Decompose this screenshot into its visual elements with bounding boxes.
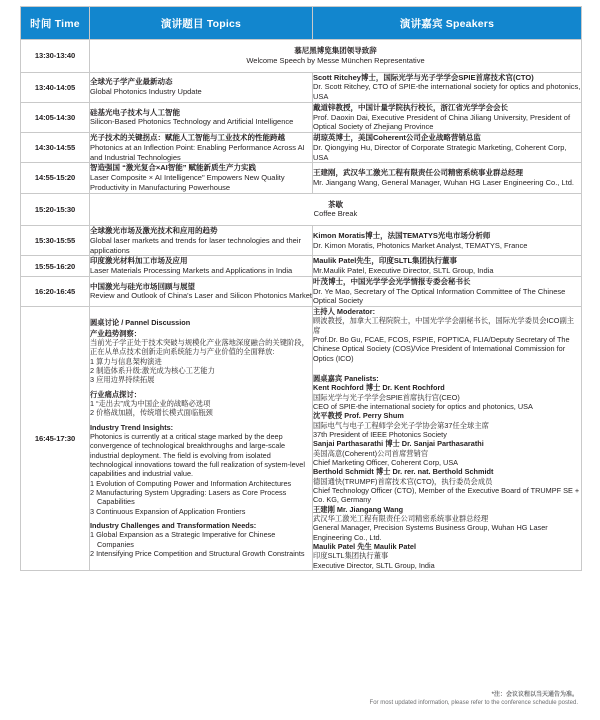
cell-topic	[90, 226, 313, 256]
topic-zh: 全球激光市场及激光技术和应用的趋势	[90, 226, 218, 235]
speaker-en: Dr. Scott Ritchey, CTO of SPIE-the international society for optics and photonics, USA	[313, 82, 581, 101]
panel-trends-zh	[90, 329, 312, 385]
footer-note-zh: *注：会议议程以当天通告为准。	[491, 692, 578, 698]
cell-time: 14:55-15:20	[21, 163, 90, 193]
panelist-name: 沈平教授 Prof. Perry Shum	[313, 411, 404, 421]
panel-challenges-en-heading: Industry Challenges and Transformation Needs:	[90, 521, 257, 531]
cell-time: 14:05-14:30	[21, 102, 90, 132]
panel-trends-en-item: 2 Manufacturing System Upgrading: Lasers as Core Process Capabilities	[90, 488, 287, 507]
table-body	[21, 40, 582, 571]
cell-time: 15:30-15:55	[21, 226, 90, 256]
session-title-zh: 茶歇	[328, 199, 343, 209]
topic-zh: 智造强国 “激光复合×AI智能” 赋能新质生产力实践	[90, 163, 257, 173]
panel-painpoints-zh-item: 2 价格战加剧，传统增长模式面临瓶颈	[90, 408, 213, 418]
table-row	[21, 163, 582, 193]
panelist-name: 王建刚 Mr. Jiangang Wang	[313, 504, 404, 514]
panel-trends-en-item: 1 Evolution of Computing Power and Information Architectures	[90, 478, 292, 488]
panel-trends-en-heading: Industry Trend Insights:	[90, 422, 174, 432]
cell-topic	[90, 133, 313, 163]
table-row-panel-discussion	[21, 307, 582, 571]
panel-trends-zh-item: 3 应用边界持续拓展	[90, 375, 155, 385]
cell-panel-speakers	[313, 307, 582, 571]
panelist-title-en: General Manager, Precision Systems Business Group, Wuhan HG Laser Engineering Co., Ltd.	[313, 523, 548, 542]
panel-painpoints-zh-item: 1 “走出去”成为中国企业的战略必选项	[90, 399, 211, 409]
speaker-zh: 王建刚，武汉华工激光工程有限责任公司精密系统事业群总经理	[313, 168, 523, 178]
panel-trends-zh-heading: 产业趋势洞察：	[90, 328, 142, 338]
table-row	[21, 40, 582, 73]
panel-moderator	[313, 307, 581, 363]
cell-speaker	[313, 276, 582, 306]
panel-trends-en-para: Photonics is currently at a critical stage marked by the deep convergence of technological breakthroughs and large-scale industrial deployment. The field is evolving from isolated technological innovations toward the full realization of system-level capabilities and industrial value.	[90, 432, 305, 479]
cell-time: 16:20-16:45	[21, 276, 90, 306]
footer-note-en: For most updated information, please refer to the conference schedule posted.	[369, 700, 578, 706]
topic-en: Global Photonics Industry Update	[90, 87, 202, 97]
topic-zh: 中国激光与硅光市场回顾与展望	[90, 281, 195, 291]
cell-topic	[90, 102, 313, 132]
panelist-title-zh: 美国高意(Coherent)公司首席营销官	[313, 448, 429, 458]
topic-en: Laser Materials Processing Markets and Applications in India	[90, 266, 293, 275]
panelist-title-en: Chief Technology Officer (CTO), Member of the Executive Board of TRUMPF SE + Co. KG, Germany	[313, 485, 580, 505]
cell-time: 15:20-15:30	[21, 193, 90, 226]
speaker-en: Mr. Jiangang Wang, General Manager, Wuhan HG Laser Engineering Co., Ltd.	[313, 177, 574, 187]
panel-challenges-en-item: 1 Global Expansion as a Strategic Imperative for Chinese Companies	[90, 530, 276, 549]
speaker-zh: Scott Ritchey博士，国际光学与光子学学会SPIE首席技术官(CTO)	[313, 72, 534, 82]
table-row	[21, 256, 582, 277]
topic-en: Photonics at an Inflection Point: Enabling Performance Across AI and Industrial Technologies	[90, 142, 305, 162]
speaker-zh: Maulik Patel先生，印度SLTL集团执行董事	[313, 256, 458, 266]
speaker-zh: 叶茂博士，中国光学学会光学情报专委会秘书长	[313, 276, 471, 286]
panel-trends-zh-item: 2 制造体系升级:激光成为核心工艺能力	[90, 366, 215, 376]
topic-en: Review and Outlook of China's Laser and Silicon Photonics Market	[90, 291, 312, 301]
cell-time: 14:30-14:55	[21, 133, 90, 163]
speaker-zh: Kimon Moratis博士，法国TEMATYS光电市场分析师	[313, 230, 491, 240]
cell-session-title	[90, 40, 582, 73]
table-row	[21, 133, 582, 163]
panel-trends-zh-item: 1 算力与信息架构演进	[90, 356, 162, 366]
panel-painpoints-zh-heading: 行业痛点探讨：	[90, 389, 142, 399]
cell-speaker	[313, 72, 582, 102]
topic-zh: 光子技术的关键拐点：赋能人工智能与工业技术的性能跨越	[90, 133, 285, 142]
panelist-title-en: Chief Marketing Officer, Coherent Corp, USA	[313, 457, 459, 467]
panelist-title-zh: 德国通快(TRUMPF)首席技术官(CTO)，执行委员会成员	[313, 476, 493, 486]
panel-painpoints-zh	[90, 390, 312, 418]
table-row	[21, 102, 582, 132]
cell-speaker	[313, 133, 582, 163]
cell-topic	[90, 72, 313, 102]
panel-panelists-heading: 圆桌嘉宾 Panelists:	[313, 373, 379, 383]
panelist-title-en: 37th President of IEEE Photonics Society	[313, 429, 447, 439]
panelist-title-zh: 国际光学与光子学学会SPIE首席执行官(CEO)	[313, 392, 460, 402]
session-title-en: Welcome Speech by Messe München Representative	[246, 55, 425, 65]
panelist-name: Maulik Patel 先生 Maulik Patel	[313, 541, 416, 551]
footer-note	[370, 689, 578, 706]
panelist-title-zh: 国际电气与电子工程师学会光子学协会第37任全球主席	[313, 420, 489, 430]
cell-speaker	[313, 226, 582, 256]
table-row	[21, 226, 582, 256]
speaker-en: Dr. Ye Mao, Secretary of The Optical Information Committee of The Chinese Optical Society	[313, 286, 566, 306]
speaker-en: Dr. Kimon Moratis, Photonics Market Analyst, TEMATYS, France	[313, 240, 528, 250]
topic-en: Laser Composite × AI Intelligence" Empowers New Quality Productivity in Manufacturing Powerhouse	[90, 173, 285, 192]
topic-zh: 全球光子学产业最新动态	[90, 77, 173, 87]
table-row	[21, 193, 582, 226]
panelist-name: Kent Rochford 博士 Dr. Kent Rochford	[313, 383, 445, 393]
column-header-time: 时间 Time	[21, 7, 90, 40]
cell-topic	[90, 163, 313, 193]
topic-en: Silicon-Based Photonics Technology and Artificial Intelligence	[90, 117, 294, 127]
table-row	[21, 72, 582, 102]
cell-speaker	[313, 163, 582, 193]
cell-session-title	[90, 193, 582, 226]
cell-time: 13:30-13:40	[21, 40, 90, 73]
topic-zh: 硅基光电子技术与人工智能	[90, 107, 180, 117]
column-header-speakers: 演讲嘉宾 Speakers	[313, 7, 582, 40]
column-header-topics: 演讲题目 Topics	[90, 7, 313, 40]
topic-zh: 印度激光材料加工市场及应用	[90, 256, 188, 266]
panel-moderator-zh: 顾波教授，加拿大工程院院士，中国光学学会副秘书长，国际光学委员会ICO副主席	[313, 316, 575, 335]
panel-moderator-heading: 主持人 Moderator:	[313, 307, 376, 316]
session-title-zh: 慕尼黑博览集团领导致辞	[294, 46, 377, 55]
speaker-zh: 戴道锌教授，中国计量学院执行校长，浙江省光学学会会长	[313, 102, 508, 112]
panel-challenges-en	[90, 521, 312, 558]
speaker-en: Prof. Daoxin Dai, Executive President of China Jiliang University, President of Optical Society of Zhejiang Province	[313, 112, 571, 132]
speaker-en: Dr. Qiongying Hu, Director of Corporate Strategic Marketing, Coherent Corp, USA	[313, 142, 567, 162]
panelist-name: Sanjai Parthasarathi 博士 Dr. Sanjai Parthasarathi	[313, 439, 484, 449]
panel-panelists	[313, 374, 581, 570]
cell-time: 15:55-16:20	[21, 256, 90, 277]
cell-speaker	[313, 256, 582, 277]
session-title-en: Coffee Break	[313, 209, 358, 219]
cell-panel-topics	[90, 307, 313, 571]
panel-trends-en-item: 3 Continuous Expansion of Application Frontiers	[90, 506, 246, 516]
panel-discussion-title: 圆桌讨论 / Pannel Discussion	[90, 318, 191, 328]
table-row	[21, 276, 582, 306]
panelist-title-en: CEO of SPIE-the international society for optics and photonics, USA	[313, 401, 533, 411]
speaker-zh: 胡琼英博士，美国Coherent公司企业战略营销总监	[313, 133, 481, 142]
panel-trends-en	[90, 423, 312, 516]
table-header	[21, 7, 582, 40]
table-header-row	[21, 7, 582, 40]
panelist-title-zh: 武汉华工激光工程有限责任公司精密系统事业群总经理	[313, 513, 489, 523]
panelist-name: Berthold Schmidt 博士 Dr. rer. nat. Berthold Schmidt	[313, 467, 494, 477]
panelist-title-zh: 印度SLTL集团执行董事	[313, 551, 389, 561]
panel-moderator-en: Prof.Dr. Bo Gu, FCAE, FCOS, FSPIE, FOPTICA, FLIA/Deputy Secretary of The Chinese Optical Society (COS)/Vice President of International Commission for Optics (ICO)	[313, 334, 570, 363]
cell-time: 13:40-14:05	[21, 72, 90, 102]
panel-challenges-en-item: 2 Intensifying Price Competition and Structural Growth Constraints	[90, 549, 305, 559]
cell-time: 16:45-17:30	[21, 307, 90, 571]
cell-topic	[90, 256, 313, 277]
cell-topic	[90, 276, 313, 306]
panelist-title-en: Executive Director, SLTL Group, India	[313, 560, 435, 570]
conference-schedule-table	[20, 6, 582, 571]
topic-en: Global laser markets and trends for laser technologies and their applications	[90, 235, 301, 255]
cell-speaker	[313, 102, 582, 132]
panel-trends-zh-para: 当前光子学正处于技术突破与规模化产业落地深度融合的关键阶段，正在从单点技术创新走向系统能力与产业价值的全面释放:	[90, 338, 309, 357]
speaker-en: Mr.Maulik Patel, Executive Director, SLTL Group, India	[313, 266, 494, 275]
